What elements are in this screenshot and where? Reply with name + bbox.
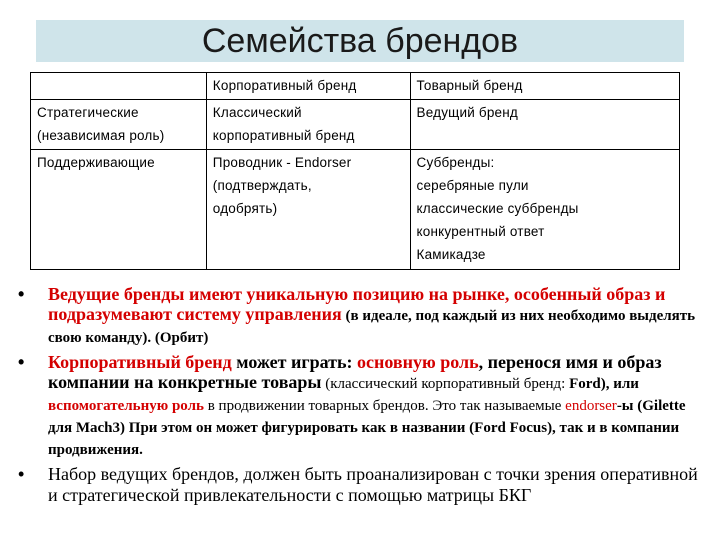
cell-line: Ведущий бренд <box>416 105 518 120</box>
bullet-text-small: -ы (Gilette для Mach3) При этом он может фигурировать как в названии (Ford Focus), так и в компании продвижения. <box>48 398 686 458</box>
bullet-dot: • <box>18 284 25 304</box>
cell-line: одобрять) <box>212 201 278 216</box>
cell-line: Поддерживающие <box>37 155 155 170</box>
table-header-corporate: Корпоративный бренд <box>206 73 410 100</box>
table-cell-row-label <box>31 150 207 270</box>
cell-line: Классический <box>212 105 302 120</box>
cell-line: Суббренды: <box>416 155 495 170</box>
bullet-text: Набор ведущих брендов, должен быть проанализирован с точки зрения оперативной и стратегической привлекательности с помощью матрицы БКГ <box>48 464 698 505</box>
table-header-cell-empty <box>31 73 207 100</box>
bullet-text: и подразумевают систему управления <box>48 284 666 324</box>
table-header-product: Товарный бренд <box>410 73 679 100</box>
bullet-text: , перенося имя и образ компании на конкретные товары <box>48 352 662 392</box>
table-cell <box>410 100 679 150</box>
bullet-text-small: Это так называемые <box>428 398 566 414</box>
bullet-text-small: (классический корпоративный бренд: <box>321 376 570 392</box>
cell-line: серебряные пули <box>416 178 529 193</box>
table-cell <box>206 100 410 150</box>
table-row <box>31 100 680 150</box>
bullet-list <box>18 284 704 506</box>
table-cell-row-label <box>31 100 207 150</box>
cell-line: корпоративный бренд <box>212 128 355 143</box>
bullet-item <box>18 352 704 460</box>
bullet-text-highlight: Ведущие бренды имеют уникальную позицию на рынке, особенный образ <box>48 284 651 304</box>
brand-families-table <box>30 72 680 270</box>
table-row <box>31 150 680 270</box>
bullet-dot: • <box>18 464 25 484</box>
bullet-item <box>18 284 704 348</box>
bullet-dot: • <box>18 352 25 372</box>
table-header-row <box>31 73 680 100</box>
bullet-item <box>18 464 704 506</box>
cell-line: Стратегические <box>37 105 139 120</box>
table-cell <box>206 150 410 270</box>
cell-line: (независимая роль) <box>37 128 165 143</box>
page-title: Семейства брендов <box>201 22 519 60</box>
cell-line: конкурентный ответ <box>416 224 545 239</box>
cell-line: Проводник - Endorser <box>212 155 352 170</box>
bullet-text-small: ), или <box>600 376 639 392</box>
bullet-text-highlight: endorser <box>565 398 617 414</box>
table-cell <box>410 150 679 270</box>
bullet-text-small: (в идеале, под каждый из них необходимо выделять свою команду). (Орбит) <box>48 308 696 346</box>
cell-line: Камикадзе <box>416 247 486 262</box>
cell-line: классические суббренды <box>416 201 579 216</box>
cell-line: (подтверждать, <box>212 178 312 193</box>
bullet-text: может играть: <box>231 352 357 372</box>
title-bar <box>36 20 684 62</box>
bullet-text-highlight: Корпоративный бренд <box>48 352 232 372</box>
bullet-text-highlight: вспомогательную роль <box>48 398 204 414</box>
bullet-text-small: Ford <box>569 376 601 392</box>
bullet-text-highlight: основную роль <box>356 352 479 372</box>
bullet-text-small: в продвижении товарных брендов. <box>203 398 429 414</box>
